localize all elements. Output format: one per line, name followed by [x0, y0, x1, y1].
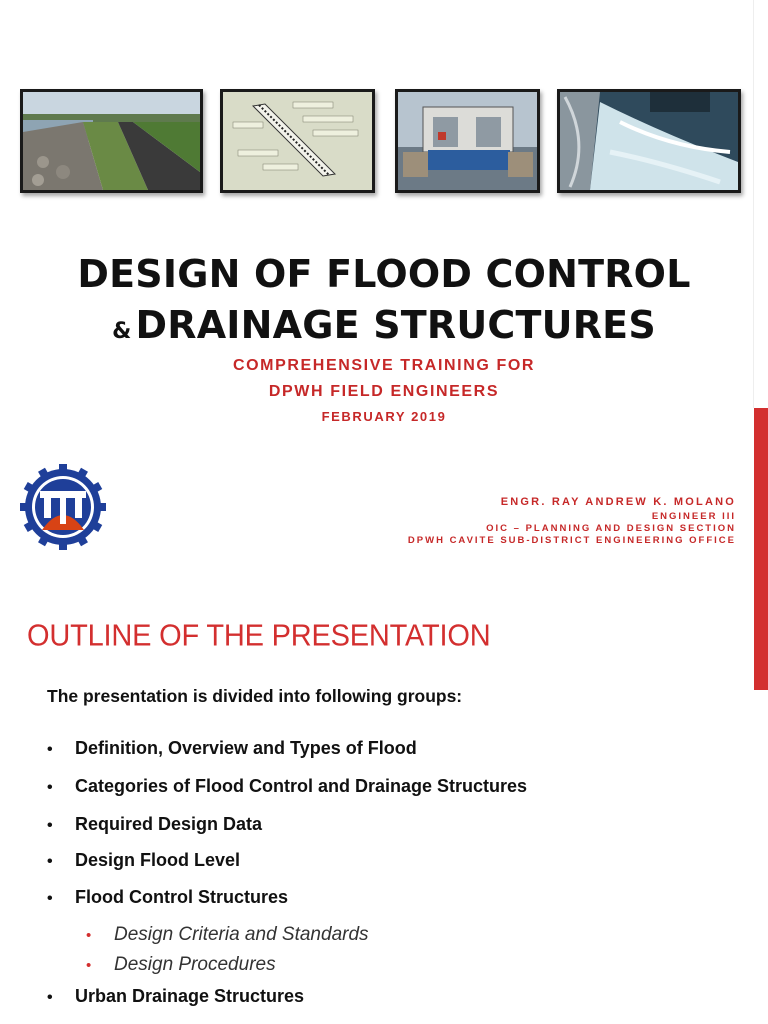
author-office: DPWH CAVITE SUB-DISTRICT ENGINEERING OFFICE	[407, 535, 736, 546]
dpwh-logo-icon	[20, 464, 106, 550]
outline-intro: The presentation is divided into following groups:	[47, 686, 463, 706]
presentation-date: FEBRUARY 2019	[321, 409, 447, 424]
presentation-title-line1: DESIGN OF FLOOD CONTROL	[77, 252, 691, 296]
list-item	[47, 776, 527, 797]
levee-road-photo	[20, 89, 203, 193]
outline-heading: OUTLINE OF THE PRESENTATION	[27, 619, 491, 653]
subtitle-line2: DPWH FIELD ENGINEERS	[268, 383, 500, 400]
presentation-title-line2	[0, 303, 768, 347]
floodgate-structure-photo	[395, 89, 540, 193]
sub-list-item	[86, 954, 276, 976]
bullet-icon: •	[47, 779, 53, 796]
author-name: ENGR. RAY ANDREW K. MOLANO	[500, 496, 736, 508]
author-position: ENGINEER III	[651, 511, 736, 522]
sub-list-item	[86, 924, 369, 946]
right-accent-bar-red	[754, 592, 768, 690]
list-item	[47, 850, 240, 871]
spillway-gate-photo	[557, 89, 741, 193]
drainage-plan-drawing	[220, 89, 375, 193]
right-accent-bar-red	[754, 408, 768, 592]
title-ampersand: &	[112, 319, 132, 344]
list-item	[47, 814, 262, 835]
list-item-text: Definition, Overview and Types of Flood	[75, 738, 417, 758]
author-role: OIC – PLANNING AND DESIGN SECTION	[486, 523, 736, 534]
bullet-icon: •	[47, 890, 53, 907]
sub-list-item-text: Design Procedures	[114, 954, 276, 975]
sub-list-item-text: Design Criteria and Standards	[114, 924, 369, 945]
title-line2-text: DRAINAGE STRUCTURES	[135, 303, 656, 347]
bullet-icon: •	[86, 927, 92, 944]
bullet-icon: •	[47, 989, 53, 1006]
list-item	[47, 738, 417, 759]
list-item-text: Flood Control Structures	[75, 887, 288, 907]
list-item-text: Urban Drainage Structures	[75, 986, 305, 1006]
bullet-icon: •	[47, 853, 53, 870]
outline-slide	[0, 592, 768, 1024]
list-item	[47, 887, 288, 908]
list-item-text: Categories of Flood Control and Drainage Structures	[75, 776, 528, 796]
list-item-text: Design Flood Level	[75, 850, 241, 870]
bullet-icon: •	[47, 817, 53, 834]
list-item	[47, 986, 304, 1007]
bullet-icon: •	[47, 741, 53, 758]
subtitle-line1: COMPREHENSIVE TRAINING FOR	[232, 357, 536, 374]
bullet-icon: •	[86, 957, 92, 974]
list-item-text: Required Design Data	[75, 814, 263, 834]
